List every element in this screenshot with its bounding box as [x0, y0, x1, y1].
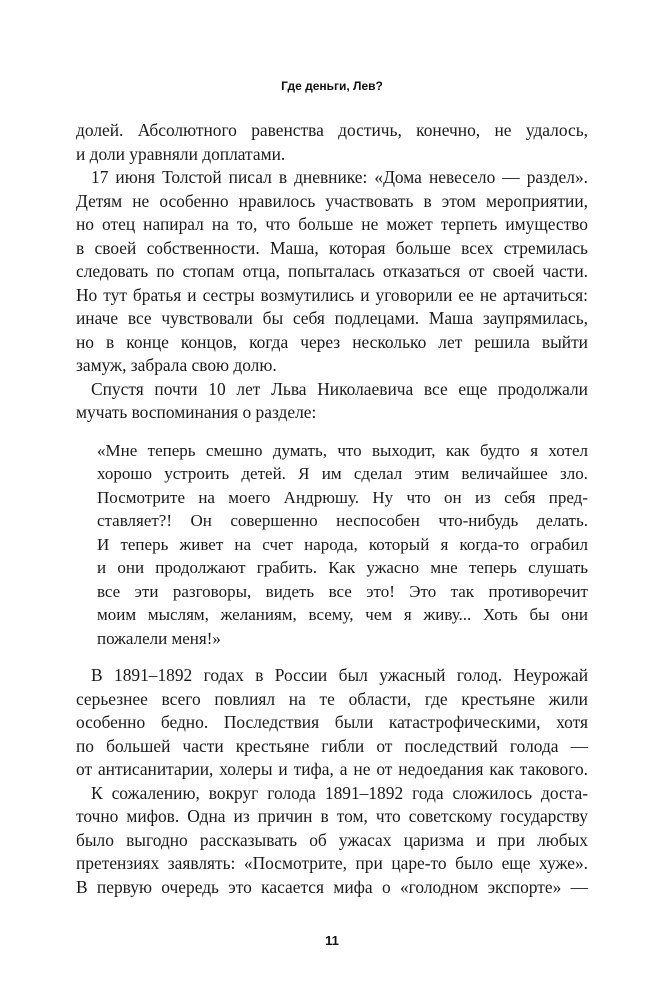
text-line: иначе все чувствовали бы себя подлецами. Маша заупрямилась, [76, 308, 588, 328]
text-line: особенно бедно. Последствия были катастрофическими, хотя [76, 712, 588, 732]
text-line: точно мифов. Одна из причин в том, что советскому государству [76, 806, 588, 826]
quote-line: «Мне теперь смешно думать, что выходит, как будто я хотел [97, 440, 588, 460]
text-line: К сожалению, вокруг голода 1891–1892 года сложилось доста- [91, 782, 588, 803]
quote-line: Посмотрите на моего Андрюшу. Ну что он из себя пред- [97, 487, 588, 507]
body-text [76, 119, 588, 899]
text-line: мучать воспоминания о разделе: [76, 402, 317, 422]
text-line: но в конце концов, когда через несколько лет решила выйти [76, 331, 588, 352]
quote-line: и они продолжают грабить. Как ужасно мне теперь слушать [97, 558, 588, 577]
text-line: было выгодно рассказывать об ужасах царизма и при любых [76, 829, 588, 850]
quote-line: хорошо устроить детей. Я им сделал этим величайшее зло. [97, 464, 588, 483]
text-line: Спустя почти 10 лет Льва Николаевича все еще продолжали [91, 378, 588, 399]
quote-line: И теперь живет на счет народа, который я когда-то ограбил [97, 534, 588, 554]
page-number: 11 [325, 933, 339, 948]
text-line: Детям не особенно нравилось участвовать в этом мероприятии, [76, 190, 588, 211]
running-title: Где деньги, Лев? [281, 79, 383, 93]
paragraph [76, 378, 588, 425]
paragraph [76, 664, 588, 782]
text-line: следовать по стопам отца, попыталась отказаться от своей части. [76, 261, 588, 281]
quote-line: все эти разговоры, видеть все это! Это так противоречит [97, 581, 588, 601]
text-line: претензиях заявлять: «Посмотрите, при царе-то было еще хуже». [76, 853, 588, 873]
text-line: долей. Абсолютного равенства достичь, конечно, не удалось, [76, 120, 588, 140]
text-line: и доли уравняли доплатами. [76, 143, 286, 164]
quote-line: моим мыслям, желаниям, всему, чем я живу... Хоть бы они [97, 605, 588, 624]
paragraph [76, 782, 588, 900]
paragraph [76, 166, 588, 378]
text-line: но отец напирал на то, что больше не может терпеть имущество [76, 214, 588, 234]
text-line: замуж, забрала свою долю. [76, 355, 277, 375]
text-line: серьезнее всего повлиял на те области, где крестьяне жили [76, 688, 588, 709]
text-line: 17 июня Толстой писал в дневнике: «Дома невесело — раздел». [91, 167, 588, 187]
block-quote [76, 439, 588, 651]
quote-line: ставляет?! Он совершенно неспособен что-нибудь делать. [97, 511, 588, 530]
text-line: от антисанитарии, холеры и тифа, а не от недоедания как такового. [76, 759, 588, 779]
paragraph [76, 119, 588, 166]
quote-line: пожалели меня!» [97, 628, 221, 648]
text-line: Но тут братья и сестры возмутились и уговорили ее не артачиться: [76, 284, 588, 305]
text-line: в своей собственности. Маша, которая больше всех стремилась [76, 237, 588, 258]
text-line: В 1891–1892 годах в России был ужасный голод. Неурожай [91, 665, 588, 685]
text-line: В первую очередь это касается мифа о «голодном экспорте» — [76, 876, 588, 897]
text-line: по большей части крестьяне гибли от последствий голода — [76, 735, 588, 756]
